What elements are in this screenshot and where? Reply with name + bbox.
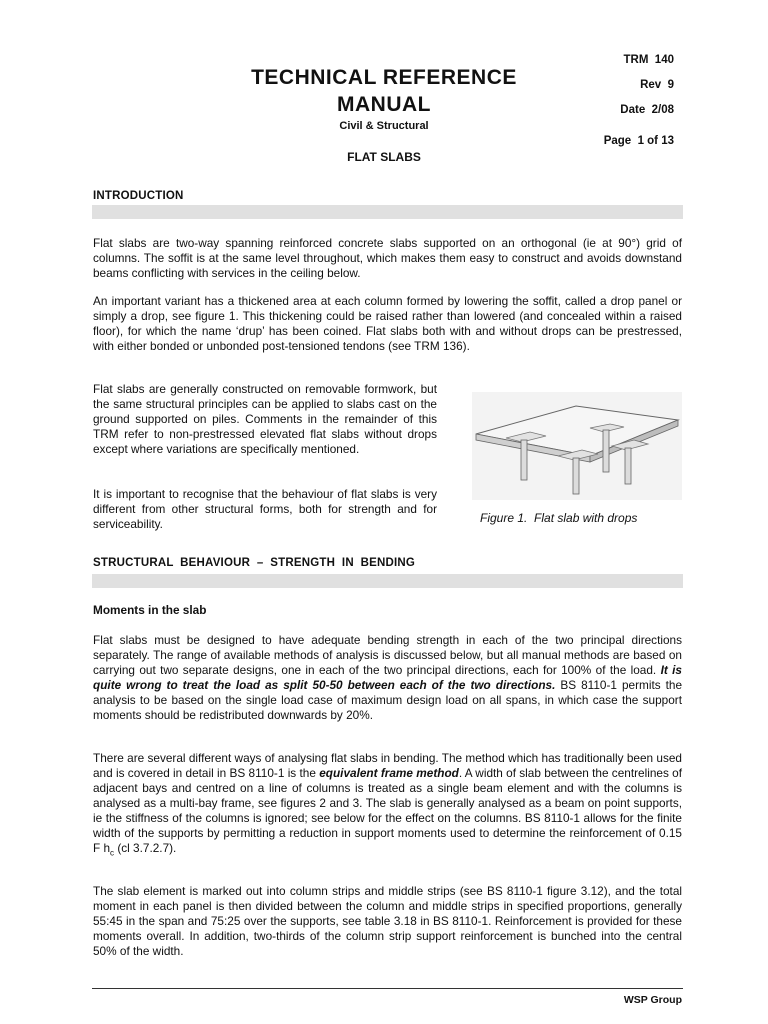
moments-paragraph-2-text-b: . A width of slab between the centrelines of adjacent bays and centred on a line of columns is treated as a single beam element and with the columns is analysed as a multi-bay frame, see figures 2 and 3. The slab is generally analysed as a beam on point supports, ie the stiffness of the columns is ignored; see below for the effect on the columns. BS 8110-1 allows for the finite width of the supports by permitting a reduction in support moments used to determine the reinforcement of 0.15 F h bbox=[93, 766, 682, 855]
structural-behaviour-heading: STRUCTURAL BEHAVIOUR – STRENGTH IN BENDING bbox=[93, 557, 416, 569]
moments-paragraph-2 bbox=[93, 751, 682, 860]
moments-paragraph-1 bbox=[93, 633, 682, 723]
moments-paragraph-1-text-b: BS 8110-1 permits the analysis to be based on the single load case of maximum design load on all spans, in which case the support moments should be redistributed downwards by 20%. bbox=[93, 678, 683, 722]
moments-paragraph-2-text-a: There are several different ways of analysing flat slabs in bending. The method which has traditionally been used and is covered in detail in BS 8110-1 is the bbox=[93, 751, 682, 780]
page-number: Page 1 of 13 bbox=[603, 135, 674, 147]
trm-number: TRM 140 bbox=[623, 54, 674, 66]
figure-caption: Figure 1. Flat slab with drops bbox=[480, 511, 638, 525]
split-load-warning: It is quite wrong to treat the load as split 50-50 between each of the two directions. bbox=[93, 663, 682, 692]
introduction-heading: INTRODUCTION bbox=[93, 190, 184, 202]
discipline-subtitle: Civil & Structural bbox=[339, 120, 429, 132]
intro-paragraph-1: Flat slabs are two-way spanning reinforced concrete slabs supported on an orthogonal (ie at 90°) grid of columns. The soffit is at the same level throughout, which makes them easy to construct and avoids downstand beams conflicting with services in the ceiling below. bbox=[93, 236, 682, 280]
equivalent-frame-method: equivalent frame method bbox=[319, 766, 459, 780]
flat-slab-illustration bbox=[472, 392, 682, 500]
manual-title-line1: TECHNICAL REFERENCE bbox=[251, 66, 517, 89]
footer-company: WSP Group bbox=[623, 994, 682, 1006]
moments-subheading: Moments in the slab bbox=[93, 603, 207, 617]
section-bar bbox=[92, 205, 683, 219]
manual-title-line2: MANUAL bbox=[337, 93, 431, 116]
document-title: FLAT SLABS bbox=[347, 150, 421, 164]
intro-paragraph-3: Flat slabs are generally constructed on removable formwork, but the same structural principles can be applied to slabs cast on the ground supported on piles. Comments in the remainder of this TRM refer to non-prestressed elevated flat slabs without drops except where variations are specifically mentioned. bbox=[93, 382, 437, 456]
moments-paragraph-3: The slab element is marked out into column strips and middle strips (see BS 8110-1 figure 3.12), and the total moment in each panel is then divided between the column and middle strips in specified proportions, generally 55:45 in the span and 75:25 over the supports, see table 3.18 in BS 8110-1. Reinforcement is provided for these moments overall. In addition, two-thirds of the column strip support reinforcement is bunched into the central 50% of the width. bbox=[93, 884, 682, 958]
section-bar bbox=[92, 574, 683, 588]
intro-paragraph-4: It is important to recognise that the behaviour of flat slabs is very different from other structural forms, both for strength and for serviceability. bbox=[93, 487, 437, 531]
issue-date: Date 2/08 bbox=[620, 104, 674, 116]
subscript-c: c bbox=[110, 848, 115, 858]
intro-paragraph-2: An important variant has a thickened area at each column formed by lowering the soffit, called a drop panel or simply a drop, see figure 1. This thickening could be raised rather than lowered (and concealed within a raised floor), for which the name ‘drup’ has been coined. Flat slabs both with and without drops can be prestressed, with either bonded or unbonded post-tensioned tendons (see TRM 136). bbox=[93, 294, 682, 353]
footer-rule bbox=[92, 988, 683, 989]
figure-flat-slab-with-drops bbox=[472, 392, 682, 500]
revision: Rev 9 bbox=[640, 79, 674, 91]
moments-paragraph-2-text-c: (cl 3.7.2.7). bbox=[114, 841, 177, 855]
moments-paragraph-1-text-a: Flat slabs must be designed to have adequate bending strength in each of the two principal directions separately. The range of available methods of analysis is discussed below, but all manual methods are based on carrying out two separate designs, one in each of the two principal directions, each for 100% of the load. bbox=[93, 633, 682, 677]
